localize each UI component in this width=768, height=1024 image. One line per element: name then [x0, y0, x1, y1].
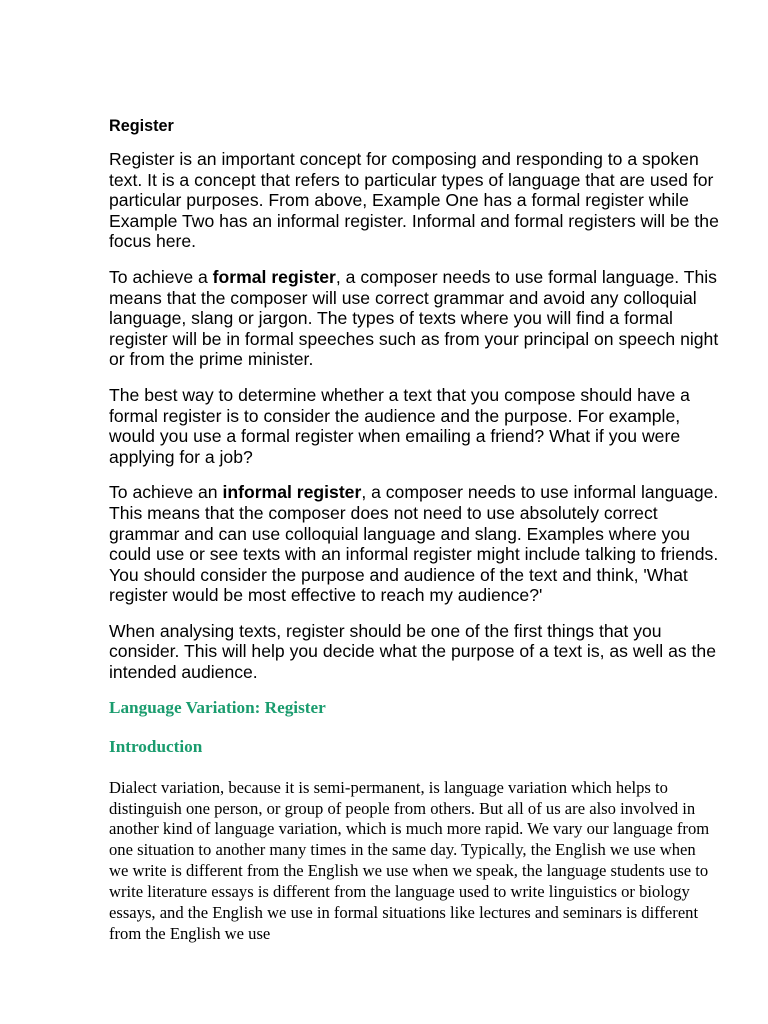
- paragraph-audience-purpose: [109, 385, 719, 467]
- informal-register-term: informal register: [222, 482, 362, 503]
- sub-heading: Introduction: [109, 736, 203, 756]
- paragraph-text: When analysing texts, register should be one of the first things that you consider. This will help you decide what the purpose of a text is, as well as the intended audience.: [109, 620, 716, 683]
- paragraph-text-after: , a composer needs to use informal language. This means that the composer does not need to use absolutely correct grammar and can use colloquial language and slang. Examples where you could use or see texts with an informal register might include talking to friends. You should consider the purpose and audience of the text and think, 'What register would be most effective to reach my audience?': [109, 482, 719, 606]
- paragraph-formal-register: [109, 267, 719, 370]
- document-page: [109, 116, 719, 945]
- paragraph-text: The best way to determine whether a text that you compose should have a formal register is to consider the audience and the purpose. For example, would you use a formal register when emailing a friend? What if you were applying for a job?: [109, 384, 690, 467]
- paragraph-text-after: , a composer needs to use formal language. This means that the composer will use correct grammar and avoid any colloquial language, slang or jargon. The types of texts where you will find a formal register will be in formal speeches such as from your principal on speech night or from the prime minister.: [109, 266, 719, 370]
- paragraph-register-intro: [109, 149, 719, 252]
- paragraph-informal-register: [109, 482, 719, 606]
- paragraph-text: Dialect variation, because it is semi-permanent, is language variation which helps to distinguish one person, or group of people from others. But all of us are also involved in another kind of language variation, which is much more rapid. We vary our language from one situation to another many times in the same day. Typically, the English we use when we write is different from the English we use when we speak, the language students use to write literature essays is different from the language used to write linguistics or biology essays, and the English we use in formal situations like lectures and seminars is different from the English we use: [109, 777, 710, 943]
- section-heading: Language Variation: Register: [109, 697, 326, 717]
- paragraph-text-before: To achieve an: [109, 482, 223, 503]
- paragraph-analysing-texts: [109, 621, 719, 683]
- paragraph-dialect-variation: [109, 778, 719, 945]
- paragraph-text-before: To achieve a: [109, 266, 213, 287]
- formal-register-term: formal register: [212, 266, 336, 287]
- paragraph-text: Register is an important concept for composing and responding to a spoken text. It is a concept that refers to particular types of language that are used for particular purposes. From above, Example One has a formal register while Example Two has an informal register. Informal and formal registers will be the focus here.: [109, 149, 719, 252]
- document-title: Register: [109, 117, 174, 135]
